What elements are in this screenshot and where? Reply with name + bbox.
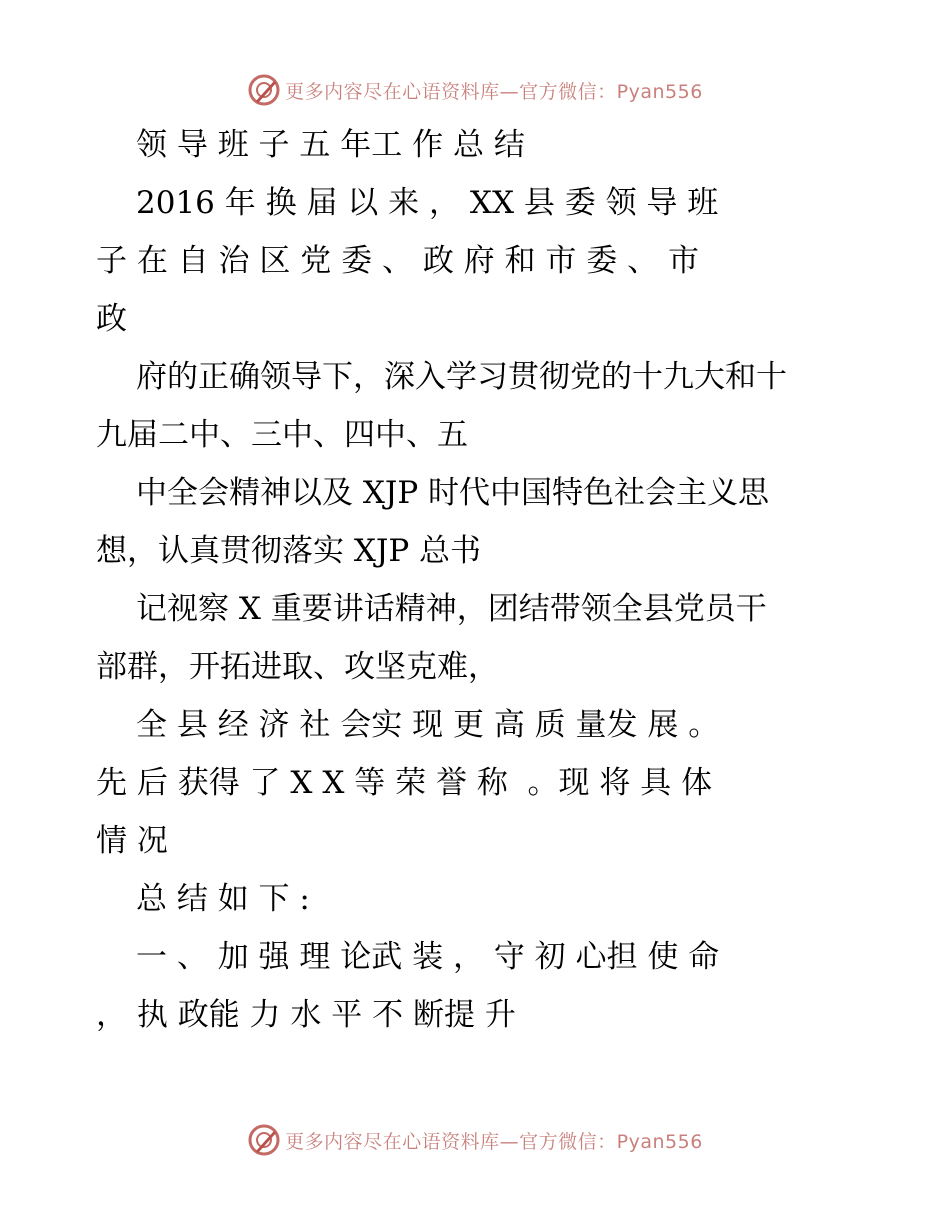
- section-heading: 一 、 加 强 理 论武 装 ， 守 初 心担 使 命: [136, 939, 720, 975]
- footer-watermark: [0, 1120, 950, 1160]
- text-line: 九届二中、三中、四中、五: [96, 417, 468, 453]
- text-line: 中全会精神以及 XJP 时代中国特色社会主义思: [136, 475, 770, 511]
- document-body: [96, 116, 856, 1044]
- document-title: 领 导 班 子 五 年工 作 总 结: [136, 127, 525, 163]
- text-line: 府的正确领导下，深入学习贯彻党的十九大和十: [136, 359, 787, 395]
- text-line: 总 结 如 下 :: [136, 881, 310, 917]
- text-line: 全 县 经 济 社 会实 现 更 高 质 量发 展 。: [136, 707, 720, 743]
- header-watermark: [0, 70, 950, 110]
- text-line: 想，认真贯彻落实 XJP 总书: [96, 533, 482, 569]
- pen-logo-icon: [247, 1123, 281, 1157]
- text-line: 先 后 获得 了 X X 等 荣 誉 称 。现 将 具 体: [96, 765, 713, 801]
- text-line: 情 况: [96, 823, 168, 859]
- text-line: 部群，开拓进取、攻坚克难，: [96, 649, 499, 685]
- text-line: 2016 年 换 届 以 来 ， XX 县 委 领 导 班: [136, 185, 719, 221]
- section-heading-continued: ， 执 政能 力 水 平 不 断提 升: [96, 997, 516, 1033]
- watermark-text: 更多内容尽在心语资料库—官方微信：Pyan556: [285, 1130, 703, 1153]
- text-line: 政: [96, 301, 127, 337]
- watermark-text: 更多内容尽在心语资料库—官方微信：Pyan556: [285, 80, 703, 103]
- text-line: 记视察 X 重要讲话精神，团结带领全县党员干: [136, 591, 767, 627]
- text-line: 子 在 自 治 区 党 委 、 政 府 和 市 委 、 市: [96, 243, 699, 279]
- pen-logo-icon: [247, 73, 281, 107]
